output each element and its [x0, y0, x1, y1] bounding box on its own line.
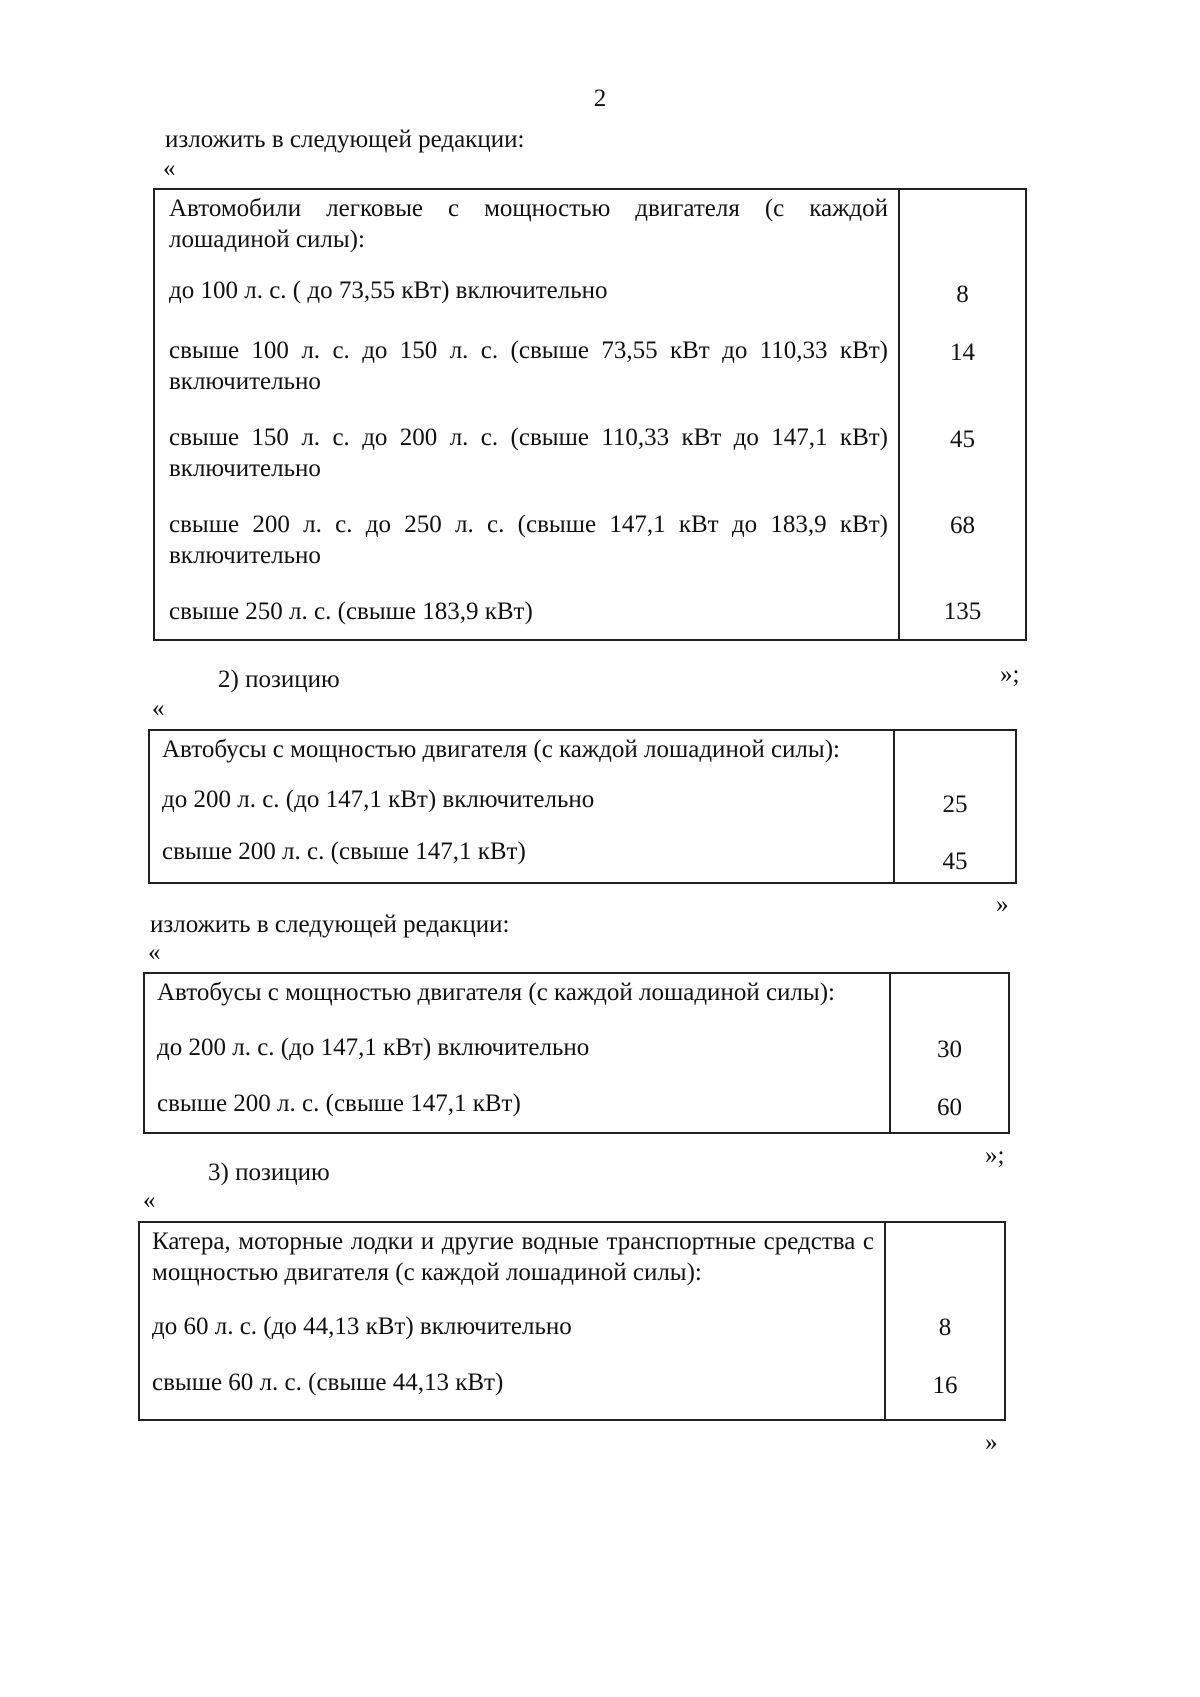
- intro-text-1: изложить в следующей редакции:: [165, 126, 525, 153]
- table-buses-new: [143, 972, 1010, 1134]
- item-3-label: 3) позицию: [208, 1159, 330, 1186]
- table-cars-row-4-value: 68: [950, 512, 975, 539]
- table-buses-new-header: Автобусы с мощностью двигателя (с каждой лошадиной силы):: [157, 979, 835, 1006]
- table-cars-row-2-value: 14: [950, 339, 975, 366]
- table-buses-new-value-cell: [890, 973, 1009, 1133]
- table-boats-header: Катера, моторные лодки и другие водные транспортные средства с мощностью двигателя (с каждой лошадиной силы):: [152, 1228, 874, 1286]
- close-quote-1: »;: [1000, 661, 1020, 688]
- open-quote-4: «: [143, 1187, 156, 1214]
- table-boats-desc-cell: [139, 1222, 885, 1420]
- table-cars-row-4-text: свыше 200 л. с. до 250 л. с. (свыше 147,1 кВт до 183,9 кВт) включительно: [169, 511, 888, 569]
- table-buses-new-row-2-value: 60: [937, 1094, 962, 1121]
- close-quote-2: »: [996, 891, 1009, 918]
- table-boats-row-1-text: до 60 л. с. (до 44,13 кВт) включительно: [152, 1313, 572, 1340]
- table-cars: [153, 188, 1027, 641]
- table-boats-row-2-text: свыше 60 л. с. (свыше 44,13 кВт): [152, 1369, 504, 1396]
- page-number: 2: [593, 85, 607, 112]
- table-buses-new-row-1-value: 30: [937, 1036, 962, 1063]
- close-quote-3: »;: [985, 1142, 1005, 1169]
- table-buses-new-row-2-text: свыше 200 л. с. (свыше 147,1 кВт): [157, 1090, 521, 1117]
- table-cars-row-5-value: 135: [943, 598, 982, 625]
- open-quote-2: «: [152, 695, 165, 722]
- table-cars-value-cell: [899, 189, 1026, 640]
- table-boats-row-1-value: 8: [938, 1314, 952, 1341]
- table-buses-old-row-2-text: свыше 200 л. с. (свыше 147,1 кВт): [162, 838, 526, 865]
- table-boats-row-2-value: 16: [932, 1372, 958, 1399]
- table-buses-new-desc-cell: [144, 973, 890, 1133]
- item-2-label: 2) позицию: [218, 666, 340, 693]
- table-buses-old-row-1-value: 25: [942, 791, 968, 818]
- table-cars-row-3-text: свыше 150 л. с. до 200 л. с. (свыше 110,33 кВт до 147,1 кВт) включительно: [169, 424, 888, 482]
- table-cars-row-5-text: свыше 250 л. с. (свыше 183,9 кВт): [169, 598, 533, 625]
- table-cars-row-1-text: до 100 л. с. ( до 73,55 кВт) включительно: [169, 277, 608, 304]
- table-boats: [138, 1221, 1006, 1421]
- table-buses-old-header: Автобусы с мощностью двигателя (с каждой лошадиной силы):: [162, 736, 840, 763]
- table-boats-value-cell: [885, 1222, 1005, 1420]
- open-quote-1: «: [163, 155, 176, 182]
- table-cars-row-1-value: 8: [956, 281, 969, 308]
- table-cars-row-2-text: свыше 100 л. с. до 150 л. с. (свыше 73,55 кВт до 110,33 кВт) включительно: [169, 337, 888, 395]
- table-cars-desc-cell: [154, 189, 899, 640]
- intro-text-2: изложить в следующей редакции:: [150, 911, 510, 938]
- close-quote-4: »: [985, 1429, 998, 1456]
- table-buses-old-row-1-text: до 200 л. с. (до 147,1 кВт) включительно: [162, 786, 595, 813]
- table-buses-old-desc-cell: [149, 730, 894, 883]
- table-buses-old: [148, 729, 1017, 884]
- table-cars-row-3-value: 45: [950, 426, 975, 453]
- table-buses-old-row-2-value: 45: [942, 848, 968, 875]
- open-quote-3: «: [148, 939, 161, 966]
- table-buses-new-row-1-text: до 200 л. с. (до 147,1 кВт) включительно: [157, 1034, 590, 1061]
- table-cars-header: Автомобили легковые с мощностью двигателя (с каждой лошадиной силы):: [169, 195, 888, 253]
- table-buses-old-value-cell: [894, 730, 1016, 883]
